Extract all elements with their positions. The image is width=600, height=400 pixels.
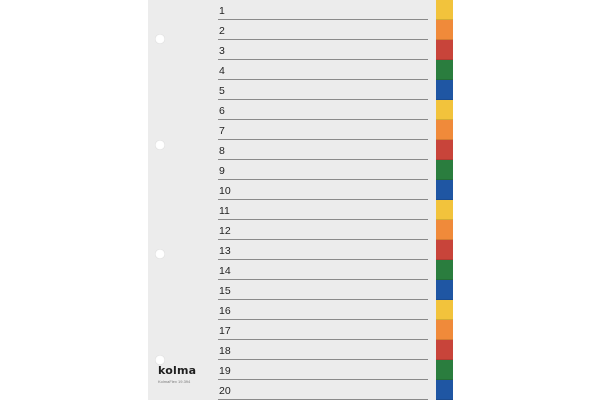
index-row[interactable] [218, 20, 428, 40]
index-row[interactable] [218, 180, 428, 200]
row-number: 2 [219, 24, 225, 37]
index-row[interactable] [218, 40, 428, 60]
row-number: 13 [219, 244, 231, 257]
index-row[interactable] [218, 200, 428, 220]
row-number: 11 [219, 204, 230, 217]
index-rows [218, 0, 428, 400]
index-row[interactable] [218, 340, 428, 360]
index-row[interactable] [218, 300, 428, 320]
index-tab[interactable] [436, 340, 453, 360]
article-number: KolmaFlex 19.394 [158, 379, 191, 384]
index-row[interactable] [218, 60, 428, 80]
index-tab[interactable] [436, 320, 453, 340]
row-number: 17 [219, 324, 231, 337]
punch-hole [155, 249, 165, 259]
index-row[interactable] [218, 380, 428, 400]
index-tab[interactable] [436, 80, 453, 100]
color-tabs [436, 0, 453, 400]
index-tab[interactable] [436, 200, 453, 220]
row-number: 19 [219, 364, 231, 377]
row-number: 12 [219, 224, 231, 237]
index-tab[interactable] [436, 100, 453, 120]
index-tab[interactable] [436, 140, 453, 160]
index-tab[interactable] [436, 300, 453, 320]
index-row[interactable] [218, 360, 428, 380]
row-number: 14 [219, 264, 231, 277]
index-row[interactable] [218, 240, 428, 260]
index-tab[interactable] [436, 260, 453, 280]
index-tab[interactable] [436, 160, 453, 180]
index-tab[interactable] [436, 60, 453, 80]
row-number: 6 [219, 104, 225, 117]
index-tab[interactable] [436, 280, 453, 300]
index-tab[interactable] [436, 360, 453, 380]
index-row[interactable] [218, 100, 428, 120]
row-number: 8 [219, 144, 225, 157]
index-row[interactable] [218, 160, 428, 180]
index-tab[interactable] [436, 120, 453, 140]
brand-logo: kolma [158, 364, 197, 377]
index-tab[interactable] [436, 40, 453, 60]
index-row[interactable] [218, 220, 428, 240]
index-row[interactable] [218, 120, 428, 140]
index-tab[interactable] [436, 20, 453, 40]
row-number: 1 [219, 4, 225, 17]
row-number: 15 [219, 284, 231, 297]
punch-hole [155, 34, 165, 44]
punch-hole [155, 140, 165, 150]
row-number: 5 [219, 84, 225, 97]
row-number: 9 [219, 164, 225, 177]
row-number: 4 [219, 64, 225, 77]
row-number: 16 [219, 304, 231, 317]
index-row[interactable] [218, 140, 428, 160]
index-row[interactable] [218, 280, 428, 300]
row-number: 7 [219, 124, 225, 137]
row-number: 3 [219, 44, 225, 57]
index-tab[interactable] [436, 380, 453, 400]
index-row[interactable] [218, 320, 428, 340]
index-row[interactable] [218, 80, 428, 100]
index-tab[interactable] [436, 0, 453, 20]
index-row[interactable] [218, 260, 428, 280]
row-number: 18 [219, 344, 231, 357]
index-tab[interactable] [436, 220, 453, 240]
index-tab[interactable] [436, 180, 453, 200]
row-number: 10 [219, 184, 231, 197]
index-tab[interactable] [436, 240, 453, 260]
row-number: 20 [219, 384, 231, 397]
index-row[interactable] [218, 0, 428, 20]
